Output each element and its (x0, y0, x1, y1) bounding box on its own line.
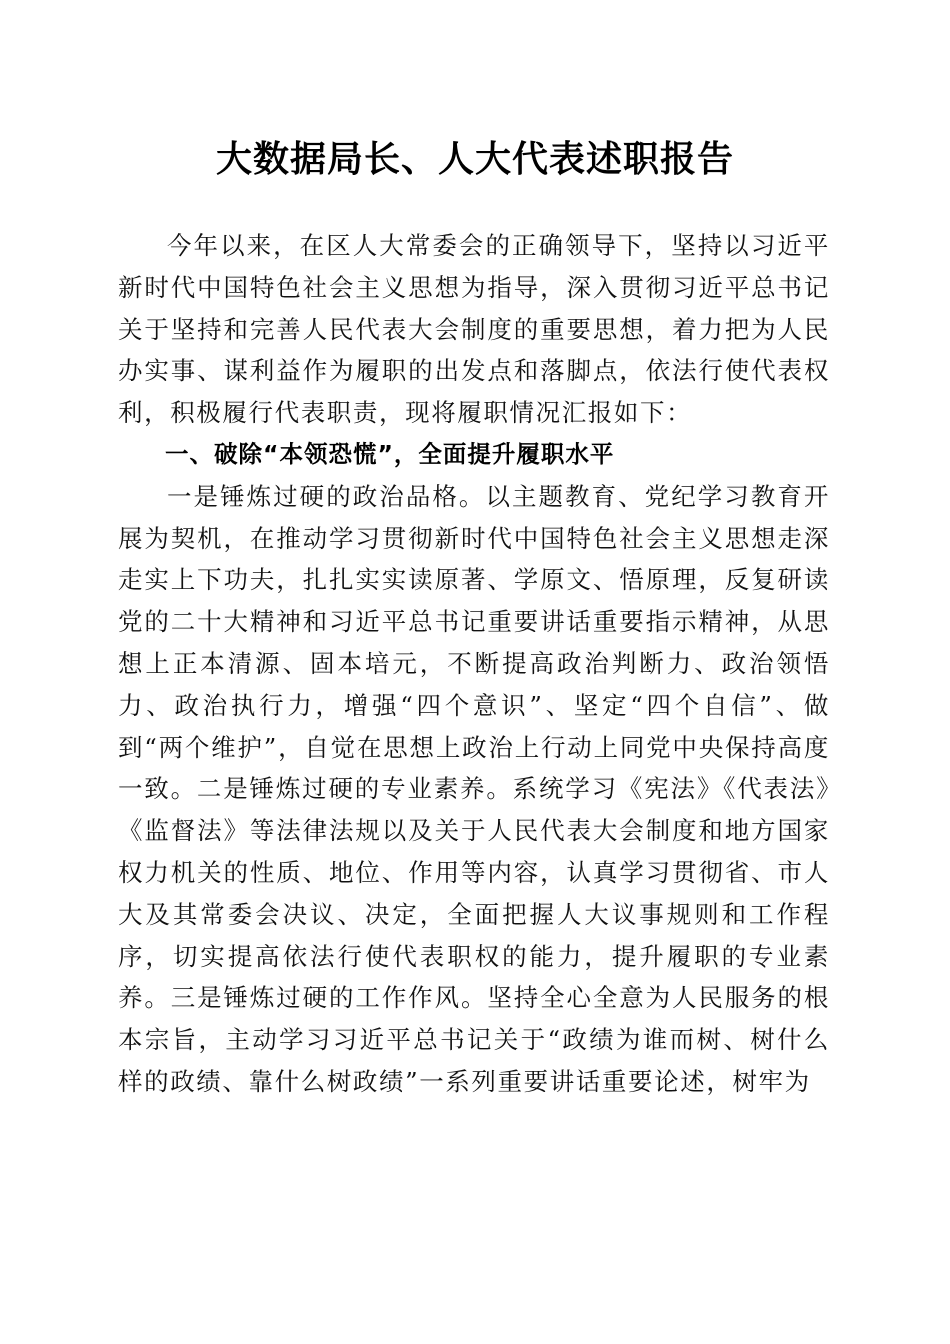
intro-paragraph: 今年以来，在区人大常委会的正确领导下，坚持以习近平新时代中国特色社会主义思想为指导，深入贯彻习近平总书记关于坚持和完善人民代表大会制度的重要思想，着力把为人民办实事、谋利益作为履职的出发点和落脚点，依法行使代表权利，积极履行代表职责，现将履职情况汇报如下： (118, 231, 830, 428)
document-title: 大数据局长、人大代表述职报告 (215, 138, 734, 180)
section-paragraph: 一是锤炼过硬的政治品格。以主题教育、党纪学习教育开展为契机，在推动学习贯彻新时代中国特色社会主义思想走深走实上下功夫，扎扎实实读原著、学原文、悟原理，反复研读党的二十大精神和习近平总书记重要讲话重要指示精神，从思想上正本清源、固本培元，不断提高政治判断力、政治领悟力、政治执行力，增强“四个意识”、坚定“四个自信”、做到“两个维护”，自觉在思想上政治上行动上同党中央保持高度一致。二是锤炼过硬的专业素养。系统学习《宪法》《代表法》《监督法》等法律法规以及关于人民代表大会制度和地方国家权力机关的性质、地位、作用等内容，认真学习贯彻省、市人大及其常委会决议、决定，全面把握人大议事规则和工作程序，切实提高依法行使代表职权的能力，提升履职的专业素养。三是锤炼过硬的工作作风。坚持全心全意为人民服务的根本宗旨，主动学习习近平总书记关于“政绩为谁而树、树什么样的政绩、靠什么树政绩”一系列重要讲话重要论述，树牢为 (118, 481, 830, 1096)
section-heading: 一、破除“本领恐慌”，全面提升履职水平 (165, 439, 615, 468)
document-body (118, 225, 830, 1103)
